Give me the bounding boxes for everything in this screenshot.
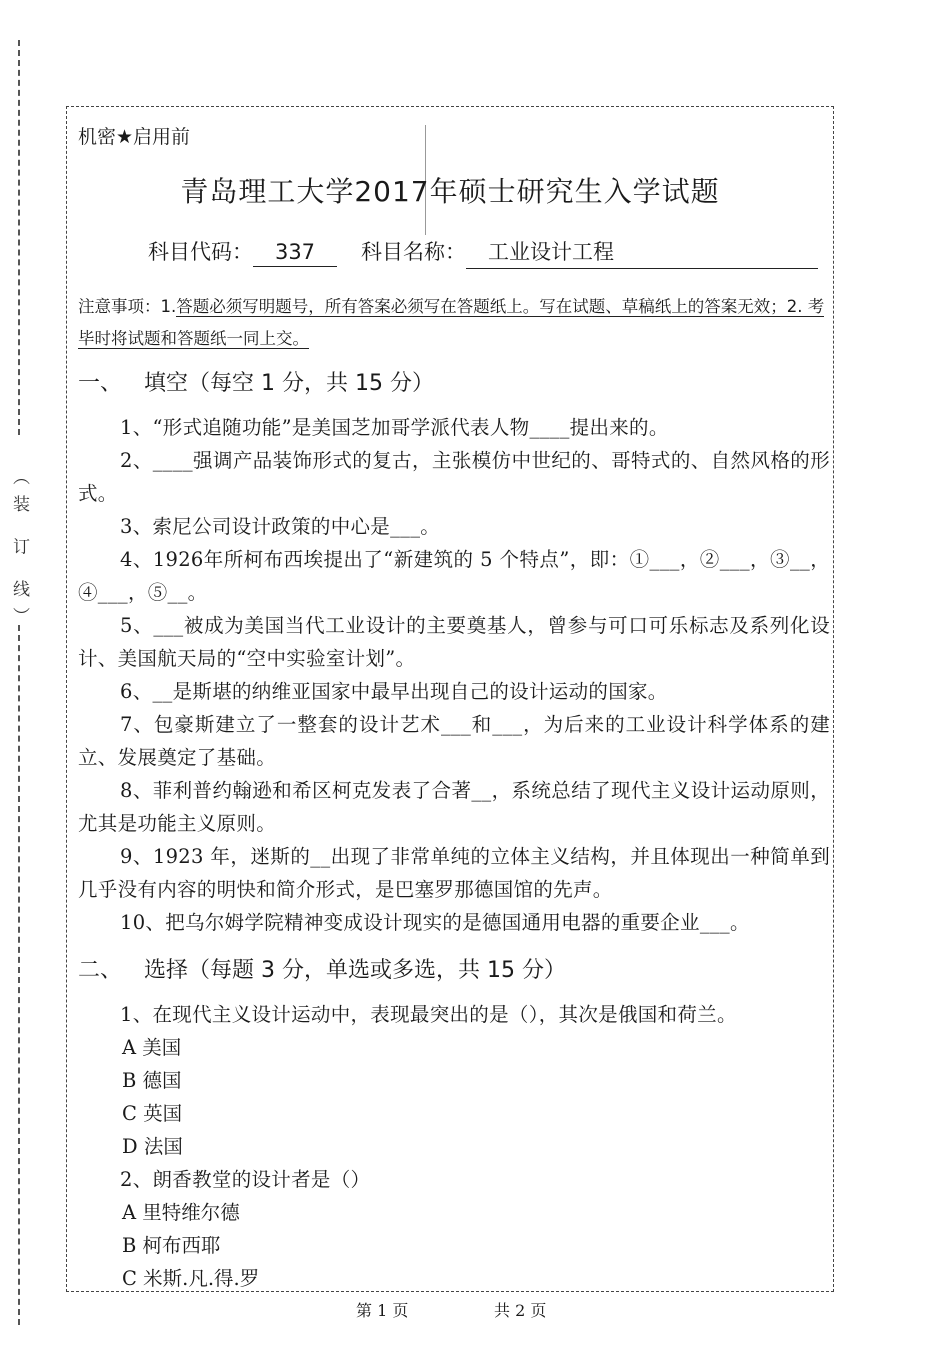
- question-2-2-option-c: C 米斯.凡.得.罗: [122, 1267, 260, 1290]
- subject-code-label: 科目代码：: [148, 240, 253, 264]
- question-2-1-option-d: D 法国: [122, 1135, 183, 1158]
- question-2-1-option-a: A 美国: [122, 1036, 182, 1059]
- question-2-1-option-c: C 英国: [122, 1102, 183, 1125]
- question-2-2: 2、朗香教堂的设计者是（）: [120, 1168, 371, 1191]
- question-1-9: 9、1923 年，迷斯的__出现了非常单纯的立体主义结构，并且体现出一种简单到几乎没有内容的明快和简介形式，是巴塞罗那德国馆的先声。: [78, 845, 830, 901]
- question-1-10: 10、把乌尔姆学院精神变成设计现实的是德国通用电器的重要企业___。: [120, 911, 750, 934]
- section-2-title: 选择（每题 3 分，单选或多选，共 15 分）: [144, 958, 566, 983]
- question-1-8: 8、菲利普约翰逊和希区柯克发表了合著__，系统总结了现代主义设计运动原则，尤其是功能主义原则。: [78, 779, 830, 835]
- section-2-heading: [78, 953, 566, 984]
- question-1-6: 6、__是斯堪的纳维亚国家中最早出现自己的设计运动的国家。: [120, 680, 668, 703]
- notice-text: 答题必须写明题号，所有答案必须写在答题纸上。写在试题、草稿纸上的答案无效；2. 考毕时将试题和答题纸一同上交。: [78, 297, 825, 348]
- page-total: 共 2 页: [494, 1301, 547, 1320]
- subject-code: 337: [253, 240, 337, 267]
- binding-label: （装 订 线）: [9, 468, 29, 634]
- question-2-2-option-b: B 柯布西耶: [122, 1234, 221, 1257]
- binding-dashed-line-top: [18, 40, 20, 435]
- question-1-7: 7、包豪斯建立了一整套的设计艺术___和___，为后来的工业设计科学体系的建立、发展奠定了基础。: [78, 713, 830, 769]
- section-1-title: 填空（每空 1 分，共 15 分）: [144, 371, 434, 396]
- subject-row: [148, 236, 818, 269]
- question-1-3: 3、索尼公司设计政策的中心是___。: [120, 515, 441, 538]
- section-1-heading: [78, 366, 434, 397]
- section-2-number: 二、: [78, 958, 123, 983]
- question-2-1: 1、在现代主义设计运动中，表现最突出的是（），其次是俄国和荷兰。: [120, 1003, 737, 1026]
- notice-prefix: 注意事项：1.: [78, 297, 177, 316]
- subject-name: 工业设计工程: [466, 236, 818, 269]
- confidential-mark: 机密★启用前: [78, 126, 191, 148]
- question-1-1: 1、“形式追随功能”是美国芝加哥学派代表人物____提出来的。: [120, 416, 669, 439]
- notice: [78, 291, 830, 355]
- subject-name-label: 科目名称：: [361, 240, 466, 264]
- question-2-1-option-b: B 德国: [122, 1069, 182, 1092]
- question-2-2-option-a: A 里特维尔德: [122, 1201, 240, 1224]
- section-1-number: 一、: [78, 371, 123, 396]
- exam-title: 青岛理工大学2017年硕士研究生入学试题: [180, 175, 720, 208]
- question-1-2: 2、____强调产品装饰形式的复古，主张模仿中世纪的、哥特式的、自然风格的形式。: [78, 449, 830, 505]
- page-number: 第 1 页: [356, 1301, 409, 1320]
- question-1-4: 4、1926年所柯布西埃提出了“新建筑的 5 个特点”，即：①___，②___，③__，④___，⑤__。: [78, 548, 830, 604]
- binding-dashed-line-bottom: [18, 625, 20, 1325]
- question-1-5: 5、___被成为美国当代工业设计的主要奠基人，曾参与可口可乐标志及系列化设计、美国航天局的“空中实验室计划”。: [78, 614, 830, 670]
